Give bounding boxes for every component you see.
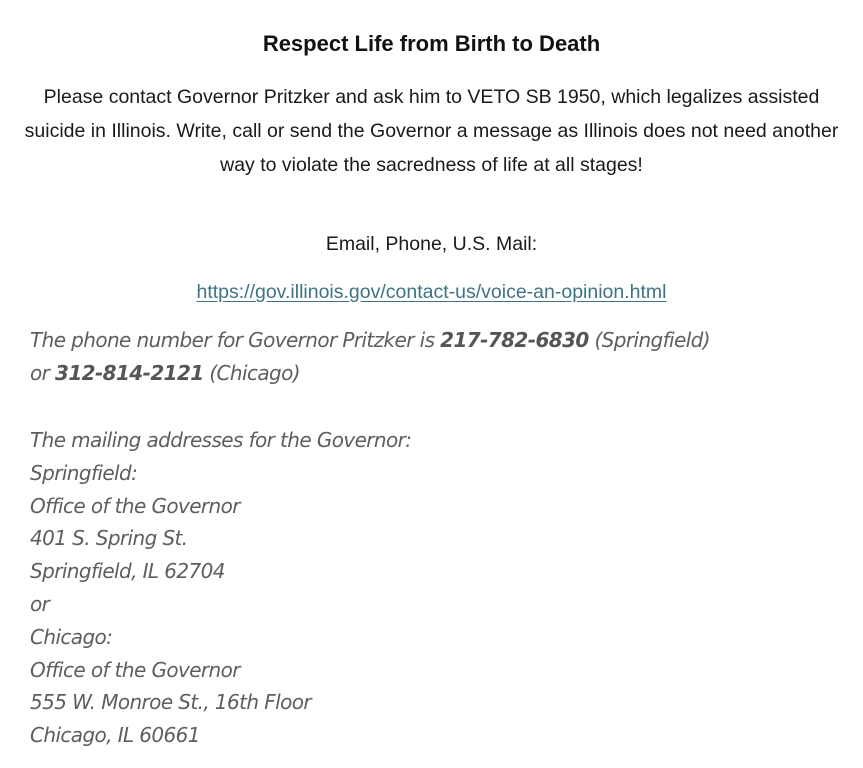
phone-or: or — [30, 361, 56, 385]
voice-an-opinion-link[interactable]: https://gov.illinois.gov/contact-us/voice-an-opinion.html — [196, 281, 667, 303]
intro-paragraph: Please contact Governor Pritzker and ask him to VETO SB 1950, which legalizes assisted suicide in Illinois. Write, call or send the Governor a message as Illinois does not need another way to violate the sacredness of life at all stages! — [24, 86, 839, 176]
chicago-office: Office of the Governor — [30, 657, 240, 682]
phone-prefix: The phone number for Governor Pritzker is — [30, 328, 441, 352]
link-container — [0, 277, 863, 307]
springfield-city: Springfield, IL 62704 — [30, 559, 225, 584]
address-separator: or — [30, 591, 50, 616]
contact-methods-label: Email, Phone, U.S. Mail: — [325, 233, 538, 255]
chicago-phone-number: 312-814-2121 — [55, 361, 204, 385]
addresses-intro: The mailing addresses for the Governor: — [30, 428, 412, 452]
chicago-label: Chicago: — [30, 624, 113, 649]
springfield-street: 401 S. Spring St. — [30, 526, 188, 551]
chicago-street: 555 W. Monroe St., 16th Floor — [30, 690, 311, 715]
springfield-phone-number: 217-782-6830 — [440, 328, 589, 352]
springfield-office: Office of the Governor — [30, 493, 240, 518]
springfield-label: Springfield: — [30, 460, 138, 485]
mailing-addresses — [30, 424, 730, 752]
chicago-phone-label: (Chicago) — [203, 361, 300, 385]
phone-paragraph — [30, 324, 830, 390]
page-title: Respect Life from Birth to Death — [262, 31, 601, 56]
springfield-phone-label: (Springfield) — [588, 328, 710, 352]
chicago-city: Chicago, IL 60661 — [30, 723, 200, 748]
